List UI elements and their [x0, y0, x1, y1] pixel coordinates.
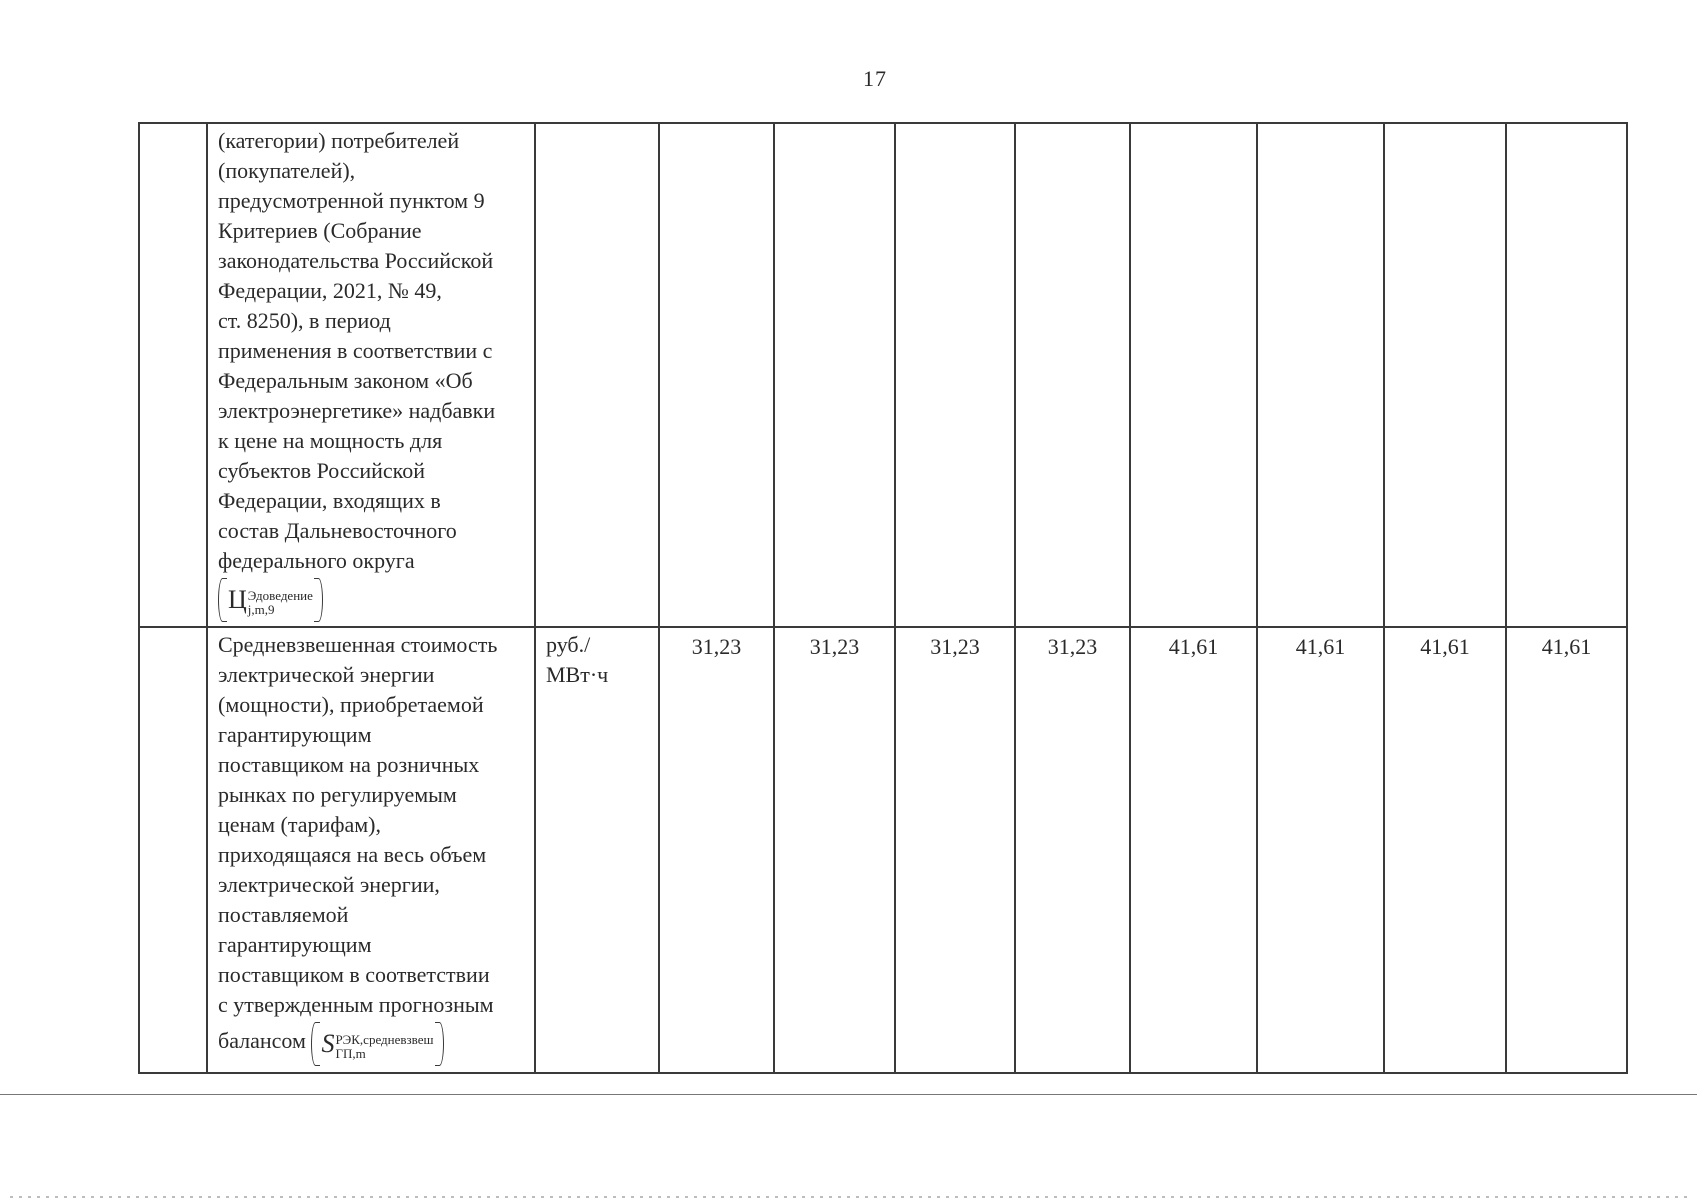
description-line: электроэнергетике» надбавки — [218, 398, 496, 423]
value-cell: 41,61 — [1506, 627, 1627, 1073]
description-line: субъектов Российской — [218, 458, 426, 483]
formula-superscript: Эдоведение — [247, 587, 313, 603]
tariff-table — [138, 122, 1628, 1074]
formula-subscript: ГП,m — [335, 1045, 366, 1061]
unit-line: МВт·ч — [546, 662, 609, 687]
description-cell — [207, 627, 535, 1073]
description-line: Федеральным законом «Об — [218, 368, 473, 393]
cost-formula — [311, 1022, 443, 1066]
description-line: электрической энергии, — [218, 872, 440, 897]
description-line: (мощности), приобретаемой — [218, 692, 484, 717]
unit-cell — [535, 627, 659, 1073]
value-cell: 31,23 — [1015, 627, 1130, 1073]
value-cell — [659, 123, 774, 627]
unit-line: руб./ — [546, 632, 591, 657]
table-row — [139, 627, 1627, 1073]
row-number-cell — [139, 627, 207, 1073]
description-line: к цене на мощность для — [218, 428, 443, 453]
value-cell: 41,61 — [1384, 627, 1506, 1073]
table-row — [139, 123, 1627, 627]
value-cell — [1384, 123, 1506, 627]
description-line: применения в соответствии с — [218, 338, 493, 363]
value-cell: 41,61 — [1130, 627, 1257, 1073]
description-last-word: балансом — [218, 1028, 306, 1054]
description-line: Средневзвешенная стоимость — [218, 632, 498, 657]
description-line: поставляемой — [218, 902, 349, 927]
unit-cell — [535, 123, 659, 627]
price-formula — [218, 578, 323, 622]
page-number: 17 — [863, 66, 887, 91]
description-line: ценам (тарифам), — [218, 812, 382, 837]
description-line: рынках по регулируемым — [218, 782, 457, 807]
description-line: поставщиком на розничных — [218, 752, 480, 777]
formula-superscript: РЭК,средневзвеш — [335, 1031, 434, 1047]
description-line: законодательства Российской — [218, 248, 494, 273]
description-line: электрической энергии — [218, 662, 435, 687]
value-cell — [1015, 123, 1130, 627]
formula-subscript: j,m,9 — [247, 601, 275, 617]
description-line: федерального округа — [218, 548, 415, 573]
value-cell — [1257, 123, 1384, 627]
value-cell: 31,23 — [774, 627, 895, 1073]
row-number-cell — [139, 123, 207, 627]
description-line: ст. 8250), в период — [218, 308, 391, 333]
description-line: состав Дальневосточного — [218, 518, 457, 543]
formula-base: S — [321, 1029, 335, 1058]
value-cell — [895, 123, 1015, 627]
description-line: (покупателей), — [218, 158, 356, 183]
description-line: предусмотренной пунктом 9 — [218, 188, 485, 213]
value-cell: 31,23 — [659, 627, 774, 1073]
description-line: гарантирующим — [218, 722, 372, 747]
value-cell — [774, 123, 895, 627]
value-cell: 31,23 — [895, 627, 1015, 1073]
description-line: Федерации, входящих в — [218, 488, 441, 513]
formula-base: Ц — [228, 585, 247, 614]
description-line: приходящаяся на весь объем — [218, 842, 487, 867]
description-last-line — [218, 1020, 526, 1066]
description-line: (категории) потребителей — [218, 128, 460, 153]
description-line: гарантирующим — [218, 932, 372, 957]
value-cell: 41,61 — [1257, 627, 1384, 1073]
description-line: Критериев (Собрание — [218, 218, 422, 243]
value-cell — [1506, 123, 1627, 627]
description-cell — [207, 123, 535, 627]
scan-edge-artifact — [10, 1196, 1690, 1198]
page-bottom-rule — [0, 1094, 1697, 1095]
description-line: поставщиком в соответствии — [218, 962, 490, 987]
value-cell — [1130, 123, 1257, 627]
description-line: Федерации, 2021, № 49, — [218, 278, 442, 303]
description-line: с утвержденным прогнозным — [218, 992, 494, 1017]
